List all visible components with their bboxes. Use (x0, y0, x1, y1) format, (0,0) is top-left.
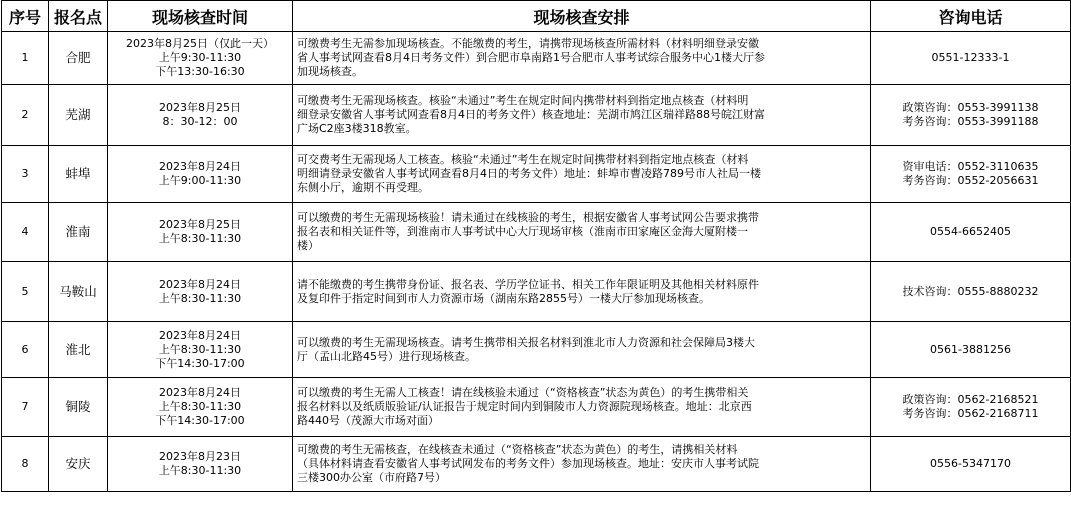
arrangement-line: 广场C2座3楼318教室。 (297, 122, 417, 135)
arrangement-line: 楼） (297, 239, 319, 252)
arrangement-line: 厅（孟山北路45号）进行现场核查。 (297, 349, 476, 363)
time-line: 2023年8月24日 (159, 277, 241, 291)
row-phone (871, 262, 1071, 322)
time-line: 2023年8月24日 (159, 328, 241, 342)
row-phone (871, 437, 1071, 492)
row-city: 马鞍山 (49, 262, 108, 322)
row-city: 合肥 (49, 32, 108, 85)
table-row (2, 32, 1071, 85)
row-arrangement (293, 203, 871, 262)
row-time (108, 322, 293, 378)
row-arrangement (293, 322, 871, 378)
row-time (108, 85, 293, 146)
time-line: 2023年8月24日 (159, 386, 241, 399)
arrangement-line: 报名材料以及纸质版验证/认证报告于规定时间内到铜陵市人力资源院现场核查。地址：北京西 (297, 400, 752, 413)
table-row (2, 322, 1071, 378)
time-line: 上午8:30-11:30 (158, 464, 242, 477)
time-line: 2023年8月25日 (159, 101, 241, 114)
table-row (2, 146, 1071, 203)
verification-schedule-table (1, 0, 1071, 492)
header-seq: 序号 (2, 1, 49, 32)
time-line: 2023年8月24日 (159, 160, 241, 173)
row-time (108, 378, 293, 437)
time-line: 上午8:30-11:30 (158, 232, 242, 245)
table-row (2, 85, 1071, 146)
row-phone (871, 322, 1071, 378)
arrangement-line: 加现场核查。 (297, 65, 363, 78)
arrangement-line: 明细请登录安徽省人事考试网查看8月4日的考务文件）地址：蚌埠市曹凌路789号市人社局一楼 (297, 167, 761, 180)
row-city: 芜湖 (49, 85, 108, 146)
header-row (2, 1, 1071, 32)
table-row (2, 437, 1071, 492)
phone-line: 0554-6652405 (930, 225, 1011, 238)
row-phone (871, 32, 1071, 85)
arrangement-line: 可缴费考生无需现场核查。核验“未通过”考生在规定时间内携带材料到指定地点核查（材料明 (297, 94, 749, 107)
arrangement-line: （具体材料请查看安徽省人事考试网发布的考务文件）参加现场核查。地址：安庆市人事考试院 (297, 457, 759, 470)
time-line: 上午8:30-11:30 (158, 291, 242, 305)
arrangement-line: 及复印件于指定时间到市人力资源市场（湖南东路2855号）一楼大厅参加现场核查。 (297, 291, 710, 305)
phone-line: 技术咨询：0555-8880232 (902, 284, 1039, 298)
phone-line: 考务咨询：0562-2168711 (902, 407, 1039, 420)
row-phone (871, 146, 1071, 203)
arrangement-line: 可以缴费的考生无需人工核查！请在线核验未通过（“资格核查”状态为黄色）的考生携带相关 (297, 386, 749, 399)
table-row (2, 378, 1071, 437)
row-phone (871, 85, 1071, 146)
phone-line: 政策咨询：0553-3991138 (902, 101, 1039, 114)
row-time (108, 262, 293, 322)
arrangement-line: 请不能缴费的考生携带身份证、报名表、学历学位证书、相关工作年限证明及其他相关材料原件 (297, 277, 759, 291)
row-seq: 5 (2, 262, 49, 322)
row-seq: 1 (2, 32, 49, 85)
row-arrangement (293, 378, 871, 437)
arrangement-line: 可以缴费的考生无需现场核验！请未通过在线核验的考生，根据安徽省人事考试网公告要求携带 (297, 211, 759, 224)
time-line: 上午9:00-11:30 (158, 174, 242, 187)
arrangement-line: 三楼300办公室（市府路7号） (297, 471, 446, 484)
row-time (108, 437, 293, 492)
row-city: 铜陵 (49, 378, 108, 437)
phone-line: 资审电话：0552-3110635 (902, 160, 1039, 173)
row-phone (871, 378, 1071, 437)
header-city: 报名点 (49, 1, 108, 32)
header-arrangement: 现场核查安排 (293, 1, 871, 32)
phone-line: 考务咨询：0552-2056631 (902, 174, 1039, 187)
row-city: 淮北 (49, 322, 108, 378)
time-line: 2023年8月25日（仅此一天） (126, 37, 274, 50)
arrangement-line: 可以缴费的考生无需现场核查。请考生携带相关报名材料到淮北市人力资源和社会保障局3楼大 (297, 335, 755, 349)
row-seq: 7 (2, 378, 49, 437)
time-line: 上午9:30-11:30 (158, 51, 242, 64)
time-line: 下午14:30-17:00 (155, 414, 245, 427)
row-arrangement (293, 437, 871, 492)
arrangement-line: 可缴费考生无需参加现场核查。不能缴费的考生，请携带现场核查所需材料（材料明细登录安徽 (297, 37, 759, 50)
table-row (2, 262, 1071, 322)
row-seq: 4 (2, 203, 49, 262)
row-city: 淮南 (49, 203, 108, 262)
time-line: 2023年8月23日 (159, 450, 241, 463)
row-arrangement (293, 262, 871, 322)
row-seq: 2 (2, 85, 49, 146)
header-phone: 咨询电话 (871, 1, 1071, 32)
arrangement-line: 东侧小厅，逾期不再受理。 (297, 181, 429, 194)
row-arrangement (293, 32, 871, 85)
time-line: 上午8:30-11:30 (158, 400, 242, 413)
arrangement-line: 路440号（茂源大市场对面） (297, 414, 439, 427)
time-line: 下午13:30-16:30 (155, 65, 245, 78)
phone-line: 考务咨询：0553-3991188 (902, 115, 1039, 128)
row-city: 蚌埠 (49, 146, 108, 203)
phone-line: 0561-3881256 (930, 342, 1011, 356)
arrangement-line: 细登录安徽省人事考试网查看8月4日的考务文件）核查地址：芜湖市鸠江区瑞祥路88号皖江财富 (297, 108, 765, 121)
table-row (2, 203, 1071, 262)
time-line: 下午14:30-17:00 (155, 356, 245, 370)
time-line: 上午8:30-11:30 (158, 342, 242, 356)
row-seq: 8 (2, 437, 49, 492)
time-line: 2023年8月25日 (159, 218, 241, 231)
arrangement-line: 省人事考试网查看8月4日考务文件）到合肥市阜南路1号合肥市人事考试综合服务中心1楼大厅参 (297, 51, 765, 64)
row-seq: 3 (2, 146, 49, 203)
time-line: 8：30-12：00 (162, 115, 238, 128)
row-time (108, 146, 293, 203)
phone-line: 政策咨询：0562-2168521 (902, 393, 1039, 406)
header-time: 现场核查时间 (108, 1, 293, 32)
phone-line: 0556-5347170 (930, 457, 1011, 470)
arrangement-line: 可缴费的考生无需核查，在线核查未通过（“资格核查”状态为黄色）的考生，请携相关材料 (297, 443, 738, 456)
row-seq: 6 (2, 322, 49, 378)
arrangement-line: 报名表和相关证件等，到淮南市人事考试中心大厅现场审核（淮南市田家庵区金海大厦附楼一 (297, 225, 748, 238)
row-time (108, 32, 293, 85)
row-phone (871, 203, 1071, 262)
phone-line: 0551-12333-1 (931, 51, 1010, 64)
arrangement-line: 可交费考生无需现场人工核查。核验“未通过”考生在规定时间携带材料到指定地点核查（材料 (297, 153, 749, 166)
row-arrangement (293, 85, 871, 146)
row-time (108, 203, 293, 262)
row-arrangement (293, 146, 871, 203)
row-city: 安庆 (49, 437, 108, 492)
